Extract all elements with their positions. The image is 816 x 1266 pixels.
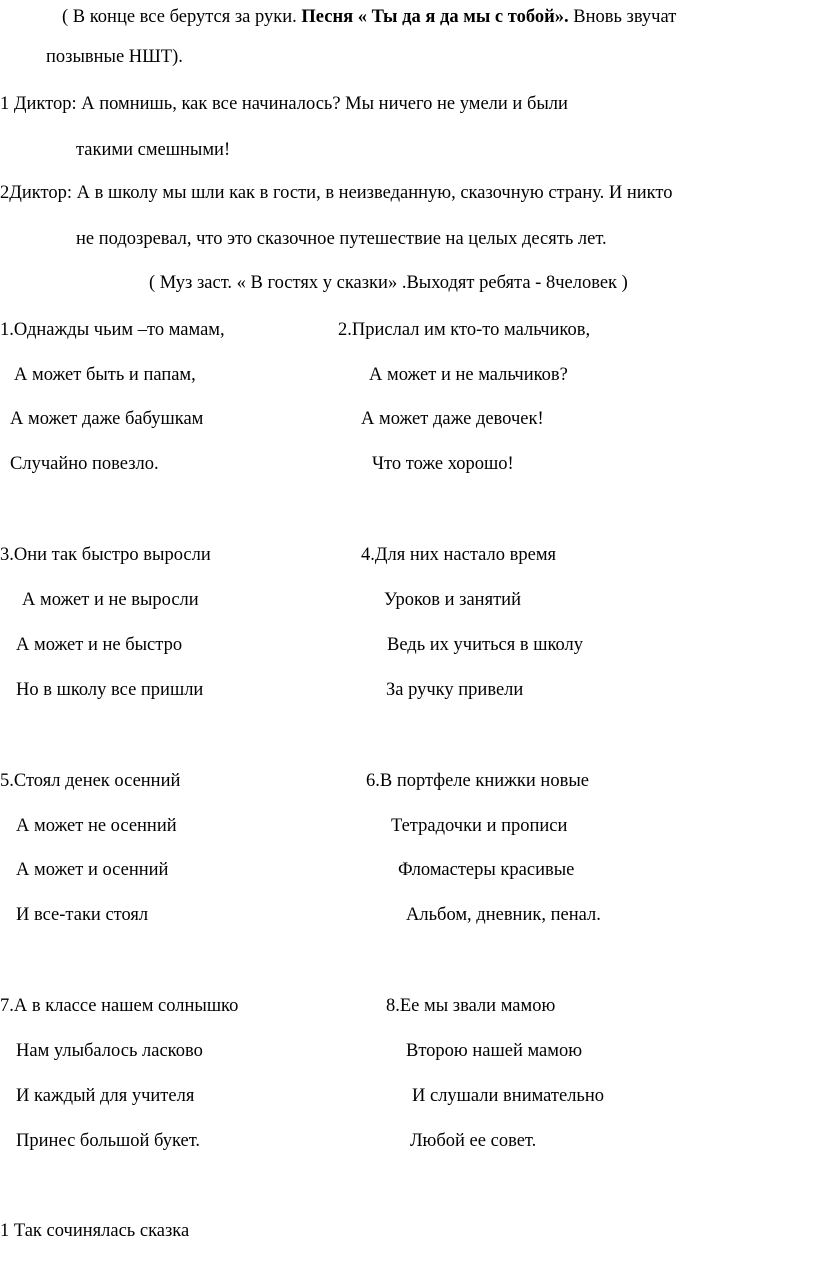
verse-line: Ведь их учиться в школу bbox=[387, 635, 584, 655]
verse-line: Принес большой букет. bbox=[16, 1131, 201, 1151]
verse-line: 4.Для них настало время bbox=[361, 545, 557, 565]
verse-line: Но в школу все пришли bbox=[16, 680, 204, 700]
dialog-line: 1 Диктор: А помнишь, как все начиналось? Мы ничего не умели и были bbox=[0, 94, 568, 114]
intro-suffix: Вновь звучат bbox=[573, 7, 677, 27]
verse-line: А может и осенний bbox=[16, 860, 169, 880]
verse-line: А может не осенний bbox=[16, 816, 177, 836]
verse-line: Нам улыбалось ласково bbox=[16, 1041, 203, 1061]
verse-line: 3.Они так быстро выросли bbox=[0, 545, 211, 565]
verse-line: За ручку привели bbox=[386, 680, 524, 700]
verse-line: А может даже девочек! bbox=[361, 409, 544, 429]
verse-line: И слушали внимательно bbox=[412, 1086, 605, 1106]
verse-line: Второю нашей мамою bbox=[406, 1041, 583, 1061]
verse-line: И каждый для учителя bbox=[16, 1086, 195, 1106]
verse-line: Тетрадочки и прописи bbox=[391, 816, 568, 836]
verse-line: 7.А в классе нашем солнышко bbox=[0, 996, 239, 1016]
verse-line: Любой ее совет. bbox=[410, 1131, 537, 1151]
final-line: 1 Так сочинялась сказка bbox=[0, 1221, 190, 1241]
intro-line-2: позывные НШТ). bbox=[46, 47, 183, 67]
stage-note: ( Муз заст. « В гостях у сказки» .Выходят ребята - 8человек ) bbox=[149, 273, 628, 293]
intro-prefix: ( В конце все берутся за руки. bbox=[62, 7, 297, 27]
verse-line: И все-таки стоял bbox=[16, 905, 149, 925]
dialog-line: такими смешными! bbox=[76, 140, 231, 160]
dialog-line: 2Диктор: А в школу мы шли как в гости, в неизведанную, сказочную страну. И никто bbox=[0, 183, 673, 203]
verse-line: 6.В портфеле книжки новые bbox=[366, 771, 589, 791]
verse-line: 1.Однажды чьим –то мамам, bbox=[0, 320, 225, 340]
verse-line: Что тоже хорошо! bbox=[372, 454, 514, 474]
verse-line: Случайно повезло. bbox=[10, 454, 159, 474]
verse-line: А может быть и папам, bbox=[14, 365, 196, 385]
verse-line: Фломастеры красивые bbox=[398, 860, 575, 880]
verse-line: А может и не мальчиков? bbox=[369, 365, 568, 385]
verse-line: Уроков и занятий bbox=[384, 590, 521, 610]
dialog-line: не подозревал, что это сказочное путешествие на целых десять лет. bbox=[76, 229, 607, 249]
verse-line: 8.Ее мы звали мамою bbox=[386, 996, 556, 1016]
verse-line: Альбом, дневник, пенал. bbox=[406, 905, 601, 925]
verse-line: А может даже бабушкам bbox=[10, 409, 204, 429]
verse-line: 2.Прислал им кто-то мальчиков, bbox=[338, 320, 591, 340]
verse-line: А может и не быстро bbox=[16, 635, 183, 655]
verse-line: А может и не выросли bbox=[22, 590, 199, 610]
song-title: Песня « Ты да я да мы с тобой». bbox=[301, 7, 569, 27]
intro-line-1 bbox=[62, 8, 676, 27]
verse-line: 5.Стоял денек осенний bbox=[0, 771, 181, 791]
